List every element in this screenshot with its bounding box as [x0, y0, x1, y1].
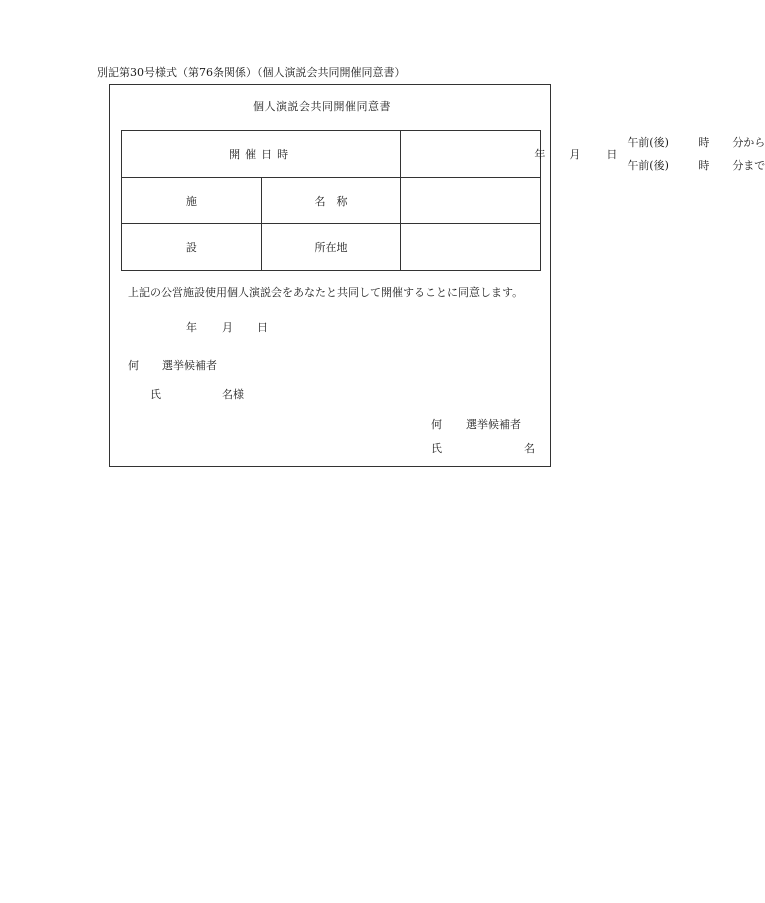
sign-date-month: 月	[222, 321, 233, 334]
facility-name-label-cell	[261, 178, 401, 224]
facility-char-top: 施	[185, 194, 197, 208]
facility-char-top-cell	[122, 178, 262, 224]
end-hour-label: 時	[698, 159, 710, 172]
date-month-label: 月	[569, 148, 581, 161]
event-info-table	[121, 130, 765, 271]
form-title: 個人演説会共同開催同意書	[253, 100, 391, 113]
date-label-cell	[122, 131, 401, 178]
facility-name-field[interactable]	[401, 178, 541, 224]
addressee-honorific: 名様	[222, 388, 244, 401]
start-hour-label: 時	[698, 136, 710, 149]
date-label: 開催日時	[229, 148, 294, 161]
addressee-title: 選挙候補者	[162, 359, 217, 372]
facility-char-bottom: 設	[185, 241, 197, 254]
addressee-name-label: 氏	[150, 388, 161, 401]
facility-address-field[interactable]	[401, 224, 541, 271]
facility-char-bottom-cell	[122, 224, 262, 271]
start-minute-label: 分から	[732, 136, 765, 149]
facility-address-label-cell	[261, 224, 401, 271]
date-year-label: 年	[534, 148, 546, 161]
facility-address-label: 所在地	[314, 241, 348, 254]
sign-date-year: 年	[186, 321, 197, 334]
signer-name-label: 氏	[431, 442, 442, 455]
sign-date-day: 日	[257, 321, 268, 334]
form-header: 別記第30号様式（第76条関係）（個人演説会共同開催同意書）	[97, 66, 406, 79]
facility-name-label: 名 称	[314, 194, 348, 208]
end-minute-label: 分まで	[732, 159, 765, 172]
signer-name-end: 名	[524, 442, 535, 455]
end-ampm-label: 午前(後)	[627, 159, 669, 172]
addressee-prefix: 何	[128, 359, 139, 372]
date-value-cell[interactable]	[401, 131, 765, 178]
start-ampm-label: 午前(後)	[627, 136, 669, 149]
signer-title: 選挙候補者	[466, 418, 521, 431]
signer-prefix: 何	[431, 418, 442, 431]
date-day-label: 日	[606, 148, 618, 161]
consent-statement: 上記の公営施設使用個人演説会をあなたと共同して開催することに同意します。	[128, 286, 524, 299]
